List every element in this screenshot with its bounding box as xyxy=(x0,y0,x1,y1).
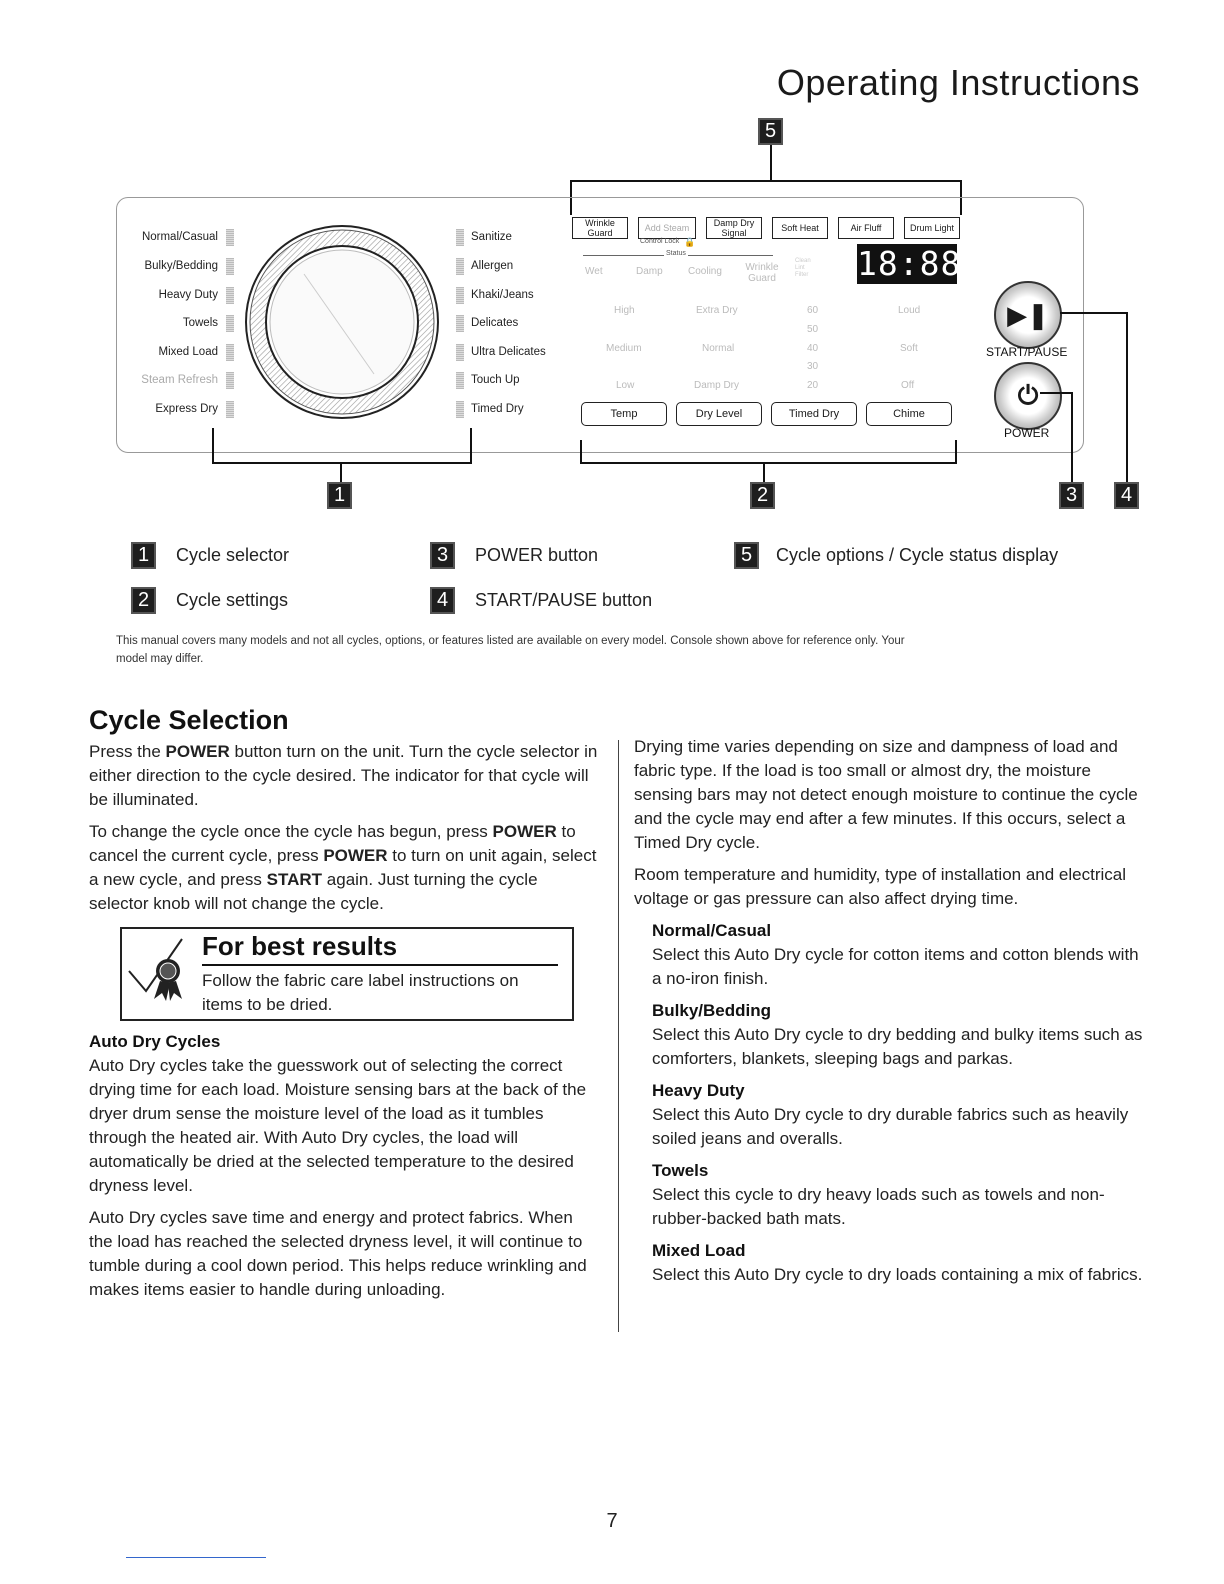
cycle-sanitize[interactable]: Sanitize xyxy=(471,231,512,243)
section-title: Cycle Selection xyxy=(89,705,289,735)
option-add-steam[interactable]: Add Steam xyxy=(638,217,696,239)
chime-loud: Loud xyxy=(898,305,921,316)
towels-heading: Towels xyxy=(652,1161,709,1180)
start-pause-button[interactable] xyxy=(994,281,1062,349)
lock-icon: 🔒 xyxy=(684,237,696,247)
cycle-allergen[interactable]: Allergen xyxy=(471,260,514,272)
cycle-bulky-bedding[interactable]: Bulky/Bedding xyxy=(144,260,218,272)
timed-dry-button[interactable]: Timed Dry xyxy=(771,402,857,426)
status-damp: Damp xyxy=(636,266,663,277)
status-clean-lint-filter: Clean Lint Filter xyxy=(795,258,811,278)
power-icon: ⏻ xyxy=(1017,380,1039,410)
bulky-bedding-heading: Bulky/Bedding xyxy=(652,1001,772,1020)
cycle-ultra-delicates[interactable]: Ultra Delicates xyxy=(471,346,546,358)
callout-4: 4 xyxy=(1114,482,1139,509)
control-lock-label: Control Lock xyxy=(640,238,680,245)
legend-1-badge: 1 xyxy=(131,542,156,569)
right-column xyxy=(634,735,1144,1295)
legend-4-badge: 4 xyxy=(430,587,455,614)
paragraph-power: Press the POWER button turn on the unit. Turn the cycle selector in either direction to the cycle desired. The indicator for that cycle will be illuminated. xyxy=(89,742,598,809)
dry-normal: Normal xyxy=(702,343,735,354)
towels-text: Select this cycle to dry heavy loads such as towels and non-rubber-backed bath mats. xyxy=(652,1185,1105,1228)
temp-low: Low xyxy=(616,380,635,391)
status-cooling: Cooling xyxy=(688,266,722,277)
room-temperature-paragraph: Room temperature and humidity, type of installation and electrical voltage or gas pressure can also affect drying time. xyxy=(634,865,1126,908)
time-30: 30 xyxy=(807,361,819,372)
power-button[interactable] xyxy=(994,362,1062,430)
cycle-mixed-load[interactable]: Mixed Load xyxy=(158,346,218,358)
best-results-text: Follow the fabric care label instructions on items to be dried. xyxy=(202,971,519,1014)
normal-casual-heading: Normal/Casual xyxy=(652,921,772,940)
best-results-title: For best results xyxy=(202,931,398,961)
model-note: This manual covers many models and not all cycles, options, or features listed are available on every model. Console shown above for reference only. Your model may differ. xyxy=(116,635,905,665)
legend-3-badge: 3 xyxy=(430,542,455,569)
cycle-delicates[interactable]: Delicates xyxy=(471,317,519,329)
power-label: POWER xyxy=(1004,426,1050,440)
play-pause-icon: ▶❚ xyxy=(1007,299,1049,330)
cycle-express-dry[interactable]: Express Dry xyxy=(155,403,218,415)
left-column xyxy=(89,740,601,924)
callout-1: 1 xyxy=(327,482,352,509)
legend-cycle-options: Cycle options / Cycle status display xyxy=(776,545,1059,565)
option-drum-light[interactable]: Drum Light xyxy=(904,217,960,239)
time-20: 20 xyxy=(807,380,819,391)
callout-3: 3 xyxy=(1059,482,1084,509)
chime-off: Off xyxy=(901,380,915,391)
heavy-duty-text: Select this Auto Dry cycle to dry durable fabrics such as heavily soiled jeans and overalls. xyxy=(652,1105,1129,1148)
callout-5: 5 xyxy=(758,118,783,145)
auto-dry-section xyxy=(89,1030,601,1310)
page-number: 7 xyxy=(606,1510,618,1532)
paragraph-change-cycle: To change the cycle once the cycle has begun, press POWER to cancel the current cycle, press POWER to turn on unit again, select a new cycle, and press START again. Just turning the cycle selector knob will not change the cycle. xyxy=(89,822,597,913)
cycle-selector-knob[interactable] xyxy=(244,224,440,420)
cycle-steam-refresh[interactable]: Steam Refresh xyxy=(141,374,218,386)
chime-soft: Soft xyxy=(900,343,918,354)
bulky-bedding-text: Select this Auto Dry cycle to dry bedding and bulky items such as comforters, blankets, sleeping bags and parkas. xyxy=(652,1025,1143,1068)
dry-extra-dry: Extra Dry xyxy=(696,305,738,316)
chime-button[interactable]: Chime xyxy=(866,402,952,426)
callout-2: 2 xyxy=(750,482,775,509)
dry-damp-dry: Damp Dry xyxy=(694,380,740,391)
temp-high: High xyxy=(614,305,635,316)
auto-dry-paragraph-1: Auto Dry cycles take the guesswork out of selecting the correct drying time for each load. Moisture sensing bars at the back of the dryer drum sense the moisture level of the load as it tumbles through the heated air. With Auto Dry cycles, the load will automatically be dried at the selected temperature to the desired dryness level. xyxy=(89,1056,587,1195)
heavy-duty-heading: Heavy Duty xyxy=(652,1081,745,1100)
temp-button[interactable]: Temp xyxy=(581,402,667,426)
time-40: 40 xyxy=(807,343,819,354)
normal-casual-text: Select this Auto Dry cycle for cotton items and cotton blends with a no-iron finish. xyxy=(652,945,1139,988)
start-pause-label: START/PAUSE xyxy=(986,345,1068,359)
mixed-load-heading: Mixed Load xyxy=(652,1241,746,1260)
cycle-touch-up[interactable]: Touch Up xyxy=(471,374,520,386)
option-wrinkle-guard[interactable]: Wrinkle Guard xyxy=(572,217,628,239)
time-display: 18:88 xyxy=(857,244,962,283)
best-results-box xyxy=(120,927,574,1021)
cycle-khaki-jeans[interactable]: Khaki/Jeans xyxy=(471,289,534,301)
dry-level-button[interactable]: Dry Level xyxy=(676,402,762,426)
ribbon-check-icon xyxy=(124,933,194,1013)
legend-2-badge: 2 xyxy=(131,587,156,614)
cycle-normal-casual[interactable]: Normal/Casual xyxy=(141,231,218,243)
legend-5-badge: 5 xyxy=(734,542,759,569)
time-60: 60 xyxy=(807,305,819,316)
status-wrinkle-guard: Wrinkle Guard xyxy=(745,262,779,284)
time-50: 50 xyxy=(807,324,819,335)
cycle-towels[interactable]: Towels xyxy=(182,317,218,329)
auto-dry-paragraph-2: Auto Dry cycles save time and energy and protect fabrics. When the load has reached the selected dryness level, it will continue to tumble during a cool down period. This helps reduce wrinkling and makes items easier to handle during unloading. xyxy=(89,1208,587,1299)
footer-rule xyxy=(126,1557,266,1558)
legend-start-pause-button: START/PAUSE button xyxy=(475,590,653,610)
status-wet: Wet xyxy=(585,266,603,277)
page-title: Operating Instructions xyxy=(776,62,1140,103)
mixed-load-text: Select this Auto Dry cycle to dry loads containing a mix of fabrics. xyxy=(652,1265,1143,1284)
cycle-heavy-duty[interactable]: Heavy Duty xyxy=(158,289,218,301)
drying-time-paragraph: Drying time varies depending on size and dampness of load and fabric type. If the load is too small or almost dry, the moisture sensing bars may not detect enough moisture to continue the cycle and the cycle may end after a few minutes. If this occurs, select a Timed Dry cycle. xyxy=(634,737,1138,852)
column-divider xyxy=(618,740,619,1332)
option-soft-heat[interactable]: Soft Heat xyxy=(772,217,828,239)
cycle-timed-dry[interactable]: Timed Dry xyxy=(471,403,524,415)
auto-dry-heading: Auto Dry Cycles xyxy=(89,1032,221,1051)
temp-medium: Medium xyxy=(606,343,642,354)
option-damp-dry-signal[interactable]: Damp Dry Signal xyxy=(706,217,762,239)
status-label: Status xyxy=(666,250,686,257)
legend-power-button: POWER button xyxy=(475,545,599,565)
legend-cycle-settings: Cycle settings xyxy=(176,590,289,610)
option-air-fluff[interactable]: Air Fluff xyxy=(838,217,894,239)
legend-cycle-selector: Cycle selector xyxy=(176,545,290,565)
